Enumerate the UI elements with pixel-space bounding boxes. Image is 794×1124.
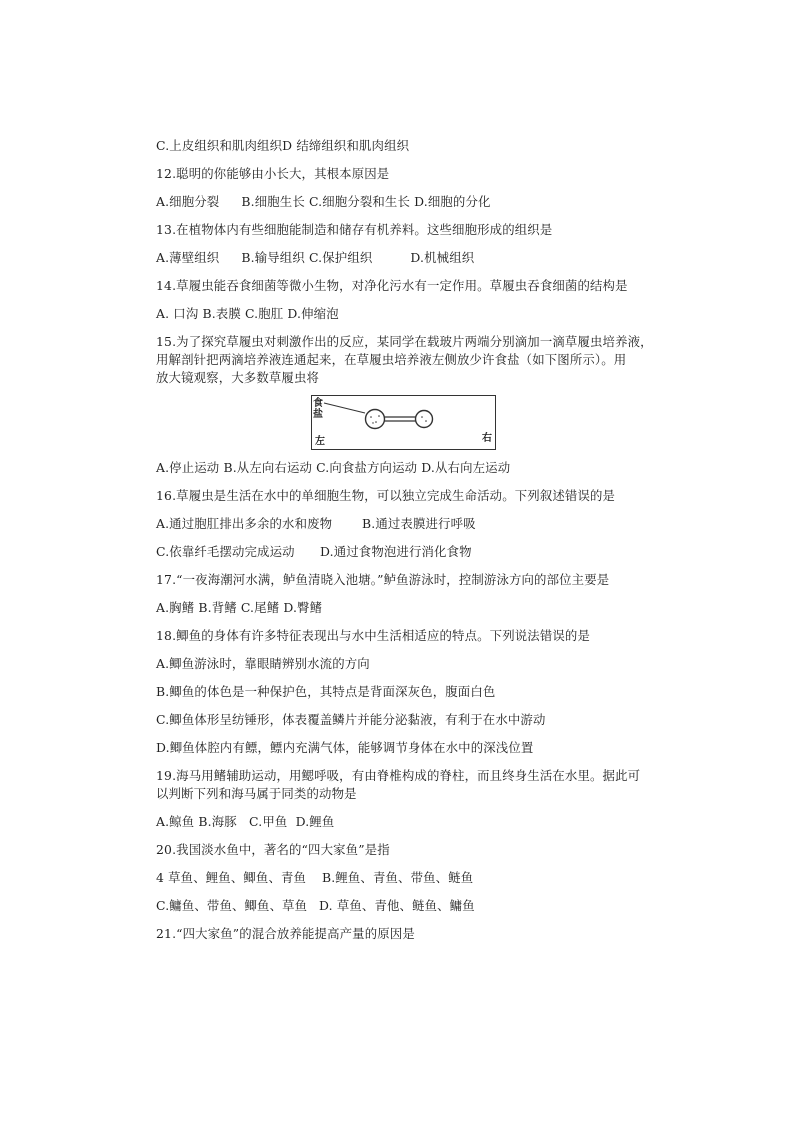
q16-option-b: B.通过表膜进行呼吸	[362, 516, 476, 531]
q19-stem-line1: 19.海马用鳍辅助运动，用鳃呼吸，有由脊椎构成的脊柱，而且终身生活在水里。据此可	[156, 768, 641, 783]
q18-stem: 18.鲫鱼的身体有许多特征表现出与水中生活相适应的特点。下列说法错误的是	[156, 628, 590, 643]
q13-option-bc: B.输导组织 C.保护组织	[241, 250, 373, 265]
q16-option-c: C.依靠纤毛摆动完成运动	[156, 544, 295, 559]
q13-options	[156, 250, 474, 266]
q12-option-bcd: B.细胞生长 C.细胞分裂和生长 D.细胞的分化	[241, 194, 491, 209]
q16-stem: 16.草履虫是生活在水中的单细胞生物，可以独立完成生命活动。下列叙述错误的是	[156, 488, 616, 503]
q20-option-c: C.鳙鱼、带鱼、鲫鱼、草鱼	[156, 898, 308, 913]
q14-options: A. 口沟 B.表膜 C.胞肛 D.伸缩泡	[156, 306, 339, 321]
q18-option-d: D.鲫鱼体腔内有鳔，鳔内充满气体，能够调节身体在水中的深浅位置	[156, 740, 534, 755]
q20-option-a: 4 草鱼、鲤鱼、鲫鱼、青鱼	[156, 870, 307, 885]
q18-option-b: B.鲫鱼的体色是一种保护色，其特点是背面深灰色，腹面白色	[156, 684, 496, 699]
salt-pointer-line	[324, 403, 365, 413]
salt-label-1: 食	[313, 398, 323, 409]
q20-options-ab	[156, 870, 473, 886]
q16-option-d: D.通过食物泡进行消化食物	[320, 544, 472, 559]
q13-option-d: D.机械组织	[410, 250, 475, 265]
q20-option-b: B.鲤鱼、青鱼、带鱼、鲢鱼	[322, 870, 474, 885]
q19-options: A.鲸鱼 B.海豚 C.甲鱼 D.鲤鱼	[156, 814, 335, 829]
q16-options-cd	[156, 544, 472, 560]
q20-stem: 20.我国淡水鱼中，著名的“四大家鱼”是指	[156, 842, 390, 857]
q17-stem: 17.“一夜海潮河水满，鲈鱼清晓入池塘。”鲈鱼游泳时，控制游泳方向的部位主要是	[156, 572, 610, 587]
q20-options-cd	[156, 898, 475, 914]
q16-option-a: A.通过胞肛排出多余的水和废物	[156, 516, 333, 531]
q12-options	[156, 194, 491, 210]
right-culture-drop	[416, 411, 433, 428]
q13-option-a: A.薄壁组织	[156, 250, 220, 265]
q11-option-cd: C.上皮组织和肌肉组织D 结缔组织和肌肉组织	[156, 138, 410, 153]
q18-option-a: A.鲫鱼游泳时，靠眼睛辨别水流的方向	[156, 656, 370, 671]
q12-stem: 12.聪明的你能够由小长大，其根本原因是	[156, 166, 390, 181]
left-culture-drop	[366, 410, 385, 429]
q13-stem: 13.在植物体内有些细胞能制造和储存有机养料。这些细胞形成的组织是	[156, 222, 553, 237]
q19-stem-line2: 以判断下列和海马属于同类的动物是	[156, 786, 357, 801]
q20-option-d: D. 草鱼、青他、鲢鱼、鳙鱼	[319, 898, 475, 913]
q14-stem: 14.草履虫能吞食细菌等微小生物，对净化污水有一定作用。草履虫吞食细菌的结构是	[156, 278, 628, 293]
q15-stem-line2: 用解剖针把两滴培养液连通起来，在草履虫培养液左侧放少许食盐（如下图所示）。用	[156, 352, 627, 367]
q15-stem-line3: 放大镜观察，大多数草履虫将	[156, 370, 320, 385]
salt-label-2: 盐	[313, 409, 323, 420]
slide-drawing	[312, 396, 497, 451]
q18-option-c: C.鲫鱼体形呈纺锤形，体表覆盖鳞片并能分泌黏液，有利于在水中游动	[156, 712, 546, 727]
slide-diagram	[311, 395, 496, 450]
right-label: 右	[482, 433, 492, 444]
q16-options-ab	[156, 516, 476, 532]
q15-stem-line1: 15.为了探究草履虫对刺激作出的反应，某同学在载玻片两端分别滴加一滴草履虫培养液，	[156, 334, 653, 349]
q12-option-a: A.细胞分裂	[156, 194, 220, 209]
q15-options: A.停止运动 B.从左向右运动 C.向食盐方向运动 D.从右向左运动	[156, 460, 511, 475]
q17-options: A.胸鳍 B.背鳍 C.尾鳍 D.臀鳍	[156, 600, 323, 615]
q21-stem: 21.“四大家鱼”的混合放养能提高产量的原因是	[156, 926, 415, 941]
left-label: 左	[315, 436, 325, 447]
